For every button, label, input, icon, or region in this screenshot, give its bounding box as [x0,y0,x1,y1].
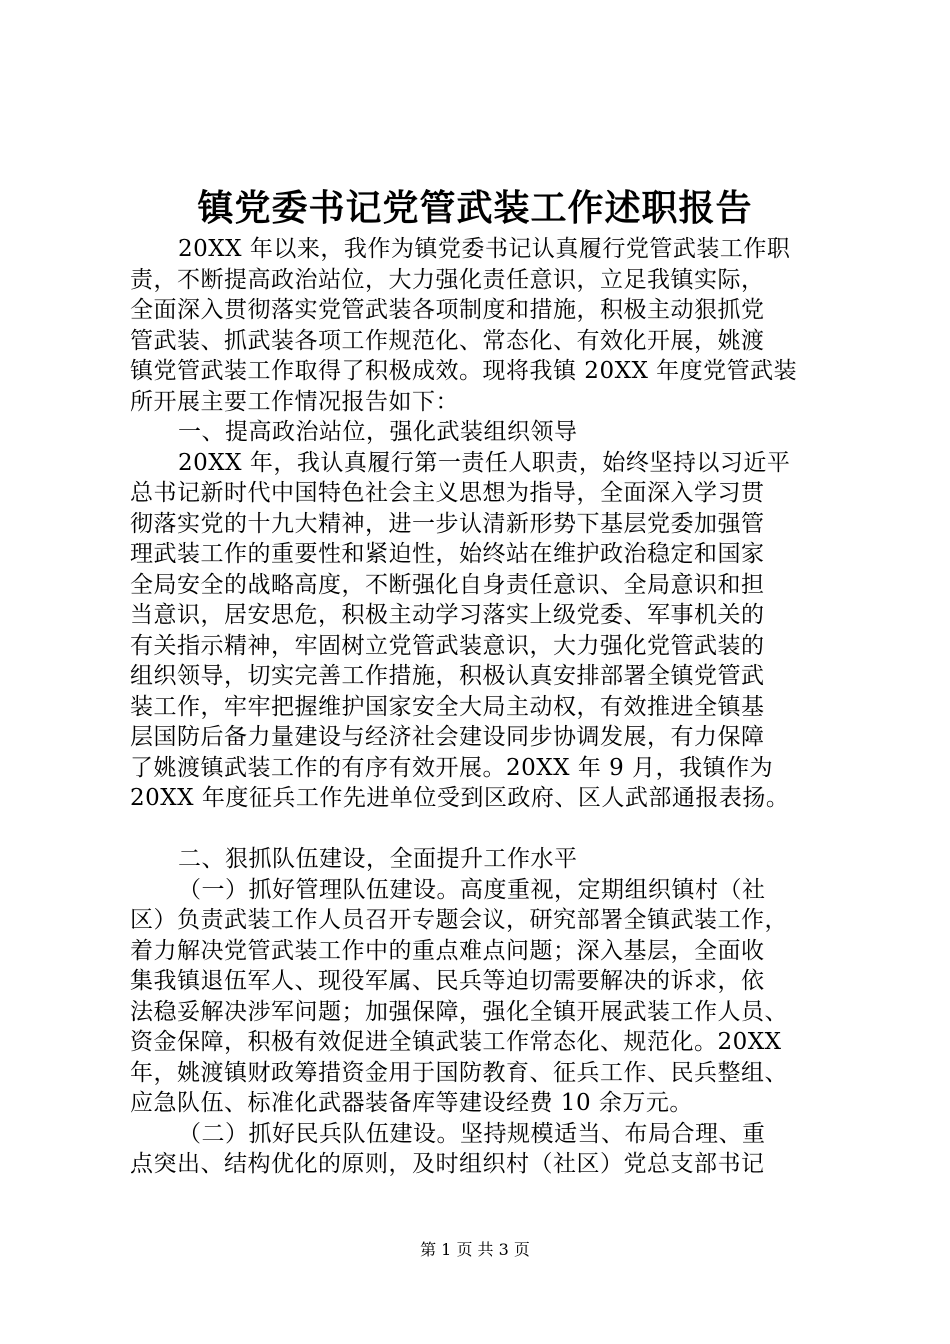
paragraph-line: 资金保障，积极有效促进全镇武装工作常态化、规范化。20XX [130,1029,782,1055]
paragraph-line: 20XX 年以来，我作为镇党委书记认真履行党管武装工作职 [178,236,791,262]
paragraph-line: 区）负责武装工作人员召开专题会议，研究部署全镇武装工作， [130,907,788,933]
paragraph-line: 点突出、结构优化的原则，及时组织村（社区）党总支部书记 [130,1151,765,1177]
paragraph-line: 有关指示精神，牢固树立党管武装意识，大力强化党管武装的 [130,632,765,659]
paragraph-line: 集我镇退伍军人、现役军属、民兵等迫切需要解决的诉求，依 [130,968,765,994]
paragraph-line: 层国防后备力量建设与经济社会建设同步协调发展，有力保障 [130,724,765,750]
paragraph-line: 着力解决党管武装工作中的重点难点问题；深入基层，全面收 [130,937,765,964]
paragraph-line: 全局安全的战略高度，不断强化自身责任意识、全局意识和担 [130,571,765,598]
paragraph-line: 总书记新时代中国特色社会主义思想为指导，全面深入学习贯 [130,480,765,506]
paragraph-line: 年，姚渡镇财政筹措资金用于国防教育、征兵工作、民兵整组、 [130,1059,788,1086]
paragraph-line: 应急队伍、标准化武器装备库等建设经费 10 余万元。 [130,1090,693,1116]
paragraph-line: 组织领导，切实完善工作措施，积极认真安排部署全镇党管武 [130,663,765,689]
paragraph-line: 了姚渡镇武装工作的有序有效开展。20XX 年 9 月，我镇作为 [130,754,774,781]
paragraph-line: 全面深入贯彻落实党管武装各项制度和措施，积极主动狠抓党 [130,297,765,323]
paragraph-line: 20XX 年，我认真履行第一责任人职责，始终坚持以习近平 [178,449,791,476]
paragraph-line: 20XX 年度征兵工作先进单位受到区政府、区人武部通报表扬。 [130,785,790,811]
section-heading: 二、狠抓队伍建设，全面提升工作水平 [178,846,578,872]
paragraph-line: 镇党管武装工作取得了积极成效。现将我镇 20XX 年度党管武装 [130,358,798,384]
paragraph-line: （二）抓好民兵队伍建设。坚持规模适当、布局合理、重 [178,1120,766,1147]
paragraph-line: 责，不断提高政治站位，大力强化责任意识，立足我镇实际， [130,266,765,293]
paragraph-line: 所开展主要工作情况报告如下： [130,388,459,415]
paragraph-line: 彻落实党的十九大精神，进一步认清新形势下基层党委加强管 [130,510,765,537]
paragraph-line: 理武装工作的重要性和紧迫性，始终站在维护政治稳定和国家 [130,541,765,567]
paragraph-line: 管武装、抓武装各项工作规范化、常态化、有效化开展，姚渡 [130,327,765,354]
paragraph-line: 当意识，居安思危，积极主动学习落实上级党委、军事机关的 [130,602,765,628]
paragraph-line: 法稳妥解决涉军问题；加强保障，强化全镇开展武装工作人员、 [130,998,788,1025]
document-title: 镇党委书记党管武装工作述职报告 [197,187,753,229]
page-footer: 第 1 页 共 3 页 [420,1240,530,1259]
paragraph-line: 装工作，牢牢把握维护国家安全大局主动权，有效推进全镇基 [130,693,765,720]
paragraph-line: （一）抓好管理队伍建设。高度重视，定期组织镇村（社 [178,876,766,903]
section-heading: 一、提高政治站位，强化武装组织领导 [178,419,578,445]
document-body [130,234,830,1180]
paragraph-gap [130,814,830,845]
